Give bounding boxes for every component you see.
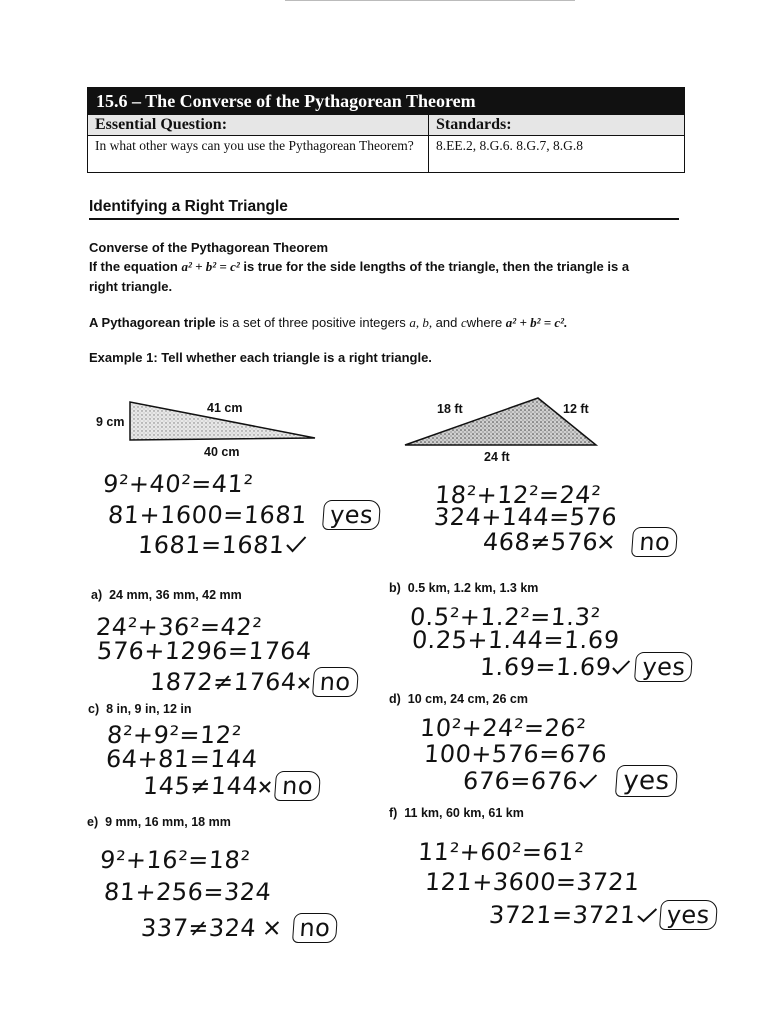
- problem-f-letter: f): [389, 806, 398, 820]
- problem-e-work-line1: 9²+16²=18²: [99, 846, 252, 874]
- triple-mid: is a set of three positive integers: [215, 315, 410, 330]
- problem-d-answer: yes: [622, 766, 671, 796]
- problem-a-work-line1: 24²+36²=42²: [95, 613, 264, 641]
- triple-vars: a, b,: [409, 315, 433, 330]
- converse-statement: [89, 259, 629, 275]
- triangle-2-work-line3: [482, 527, 678, 557]
- problem-a-work-line3: [149, 667, 359, 697]
- problem-f-answer-box: [659, 900, 718, 930]
- triangle-1-work-line3-text: 1681=1681: [137, 531, 286, 559]
- triangle-2-answer-box: [631, 527, 678, 557]
- x-mark-icon: [598, 534, 615, 550]
- problem-f-work-line3: [488, 900, 718, 930]
- x-mark-icon: [264, 920, 281, 936]
- triple-c: c: [460, 315, 467, 330]
- problem-a-answer: no: [318, 668, 352, 696]
- check-icon: [578, 773, 599, 789]
- check-icon: [611, 659, 632, 675]
- problem-f-work-line3-text: 3721=3721: [488, 901, 637, 929]
- triangle-1-work-line1: 9²+40²=41²: [102, 470, 255, 498]
- problem-c-sides: 8 in, 9 in, 12 in: [106, 702, 192, 716]
- problem-e-answer-box: [291, 913, 338, 943]
- problem-b-work-line2: 0.25+1.44=1.69: [411, 626, 621, 654]
- triangle-1-answer: yes: [329, 501, 375, 529]
- problem-c-work-line3: [142, 771, 321, 801]
- converse-post: is true for the side lengths of the triangle, then the triangle is a: [239, 259, 630, 274]
- problem-e-sides: 9 mm, 16 mm, 18 mm: [105, 815, 231, 829]
- triple-equation: a² + b² = c².: [505, 315, 568, 330]
- problem-a-label: [91, 588, 242, 602]
- pythagorean-triple-definition: [89, 315, 567, 331]
- problem-e-work-line2: 81+256=324: [103, 878, 273, 906]
- essential-question-heading: Essential Question:: [88, 115, 429, 135]
- problem-d-work-line3-text: 676=676: [462, 767, 580, 795]
- triangle-1-answer-box: [322, 500, 381, 530]
- triangle-1-work-line2: [107, 500, 381, 530]
- problem-b-work-line3: [479, 652, 694, 682]
- triangle-2-answer: no: [638, 528, 672, 556]
- problem-f-work-line1: 11²+60²=61²: [417, 838, 586, 866]
- triangle-2-side-right: 12 ft: [563, 402, 589, 416]
- problem-e-label: [87, 815, 231, 829]
- triangle-2-work-line1: 18²+12²=24²: [434, 481, 603, 509]
- triple-term: A Pythagorean triple: [89, 315, 216, 330]
- standards-heading: Standards:: [436, 116, 512, 133]
- problem-c-work-line1: 8²+9²=12²: [106, 721, 243, 749]
- example-label: Example 1: Tell whether each triangle is a right triangle.: [89, 350, 432, 365]
- problem-b-work-line1: 0.5²+1.2²=1.3²: [409, 603, 602, 631]
- converse-equation: a² + b² = c²: [181, 259, 240, 274]
- problem-e-work-line3-text: 337≠324: [140, 914, 258, 942]
- x-mark-icon: [296, 676, 311, 690]
- triangle-1-side-bottom: 40 cm: [204, 445, 240, 459]
- problem-d-label: [389, 692, 528, 706]
- problem-c-work-line2: 64+81=144: [105, 745, 259, 773]
- check-icon: [284, 535, 307, 553]
- problem-d-sides: 10 cm, 24 cm, 26 cm: [407, 692, 528, 706]
- problem-c-work-line3-text: 145≠144: [142, 772, 260, 800]
- converse-pre: If the equation: [89, 259, 182, 274]
- essential-question-text: In what other ways can you use the Pythagorean Theorem?: [88, 136, 429, 172]
- problem-b-sides: 0.5 km, 1.2 km, 1.3 km: [407, 581, 539, 595]
- section-title: Identifying a Right Triangle: [89, 198, 679, 220]
- problem-a-work-line2: 576+1296=1764: [96, 637, 313, 665]
- problem-a-letter: a): [91, 588, 103, 602]
- problem-e-answer: no: [298, 914, 332, 942]
- problem-a-answer-box: [312, 667, 359, 697]
- problem-c-answer-box: [274, 771, 321, 801]
- problem-d-work-line2: 100+576=676: [423, 740, 609, 768]
- problem-d-work-line1: 10²+24²=26²: [419, 714, 588, 742]
- problem-f-label: [389, 806, 524, 820]
- triangle-1-side-top: 41 cm: [207, 401, 243, 415]
- triple-and: and: [432, 315, 461, 330]
- lesson-header-table: [87, 87, 685, 173]
- problem-b-label: [389, 581, 538, 595]
- triple-where: where: [466, 315, 506, 330]
- triangle-1-work-line3: [137, 531, 308, 559]
- problem-d-letter: d): [389, 692, 401, 706]
- problem-a-work-line3-text: 1872≠1764: [149, 668, 298, 696]
- problem-b-letter: b): [389, 581, 401, 595]
- triangle-2-work-line2: 324+144=576: [433, 503, 619, 531]
- problem-f-work-line2: 121+3600=3721: [424, 868, 641, 896]
- problem-b-work-line3-text: 1.69=1.69: [479, 653, 613, 681]
- x-mark-icon: [258, 780, 273, 794]
- triangle-2-work-line3-text: 468≠576: [482, 528, 600, 556]
- problem-d-work-line3: [462, 765, 678, 797]
- scan-top-line: [285, 0, 575, 1]
- converse-statement-line2: right triangle.: [89, 279, 173, 294]
- problem-e-letter: e): [87, 815, 99, 829]
- lesson-title: 15.6 – The Converse of the Pythagorean Theorem: [88, 88, 684, 114]
- problem-c-letter: c): [88, 702, 100, 716]
- triangle-2-side-left: 18 ft: [437, 402, 463, 416]
- problem-b-answer-box: [634, 652, 693, 682]
- problem-c-answer: no: [281, 772, 315, 800]
- triangle-1-work-line2-text: 81+1600=1681: [107, 501, 308, 529]
- problem-c-label: [88, 702, 192, 716]
- problem-b-answer: yes: [641, 653, 687, 681]
- problem-a-sides: 24 mm, 36 mm, 42 mm: [109, 588, 242, 602]
- check-icon: [635, 907, 658, 923]
- problem-e-work-line3: [140, 913, 339, 943]
- problem-f-answer: yes: [665, 901, 711, 929]
- converse-heading: Converse of the Pythagorean Theorem: [89, 240, 329, 255]
- problem-f-sides: 11 km, 60 km, 61 km: [404, 806, 524, 820]
- triangle-1-side-left: 9 cm: [96, 415, 125, 429]
- triangle-2-side-bottom: 24 ft: [484, 450, 510, 464]
- problem-d-answer-box: [615, 765, 678, 797]
- standards-text: 8.EE.2, 8.G.6. 8.G.7, 8.G.8: [436, 138, 583, 153]
